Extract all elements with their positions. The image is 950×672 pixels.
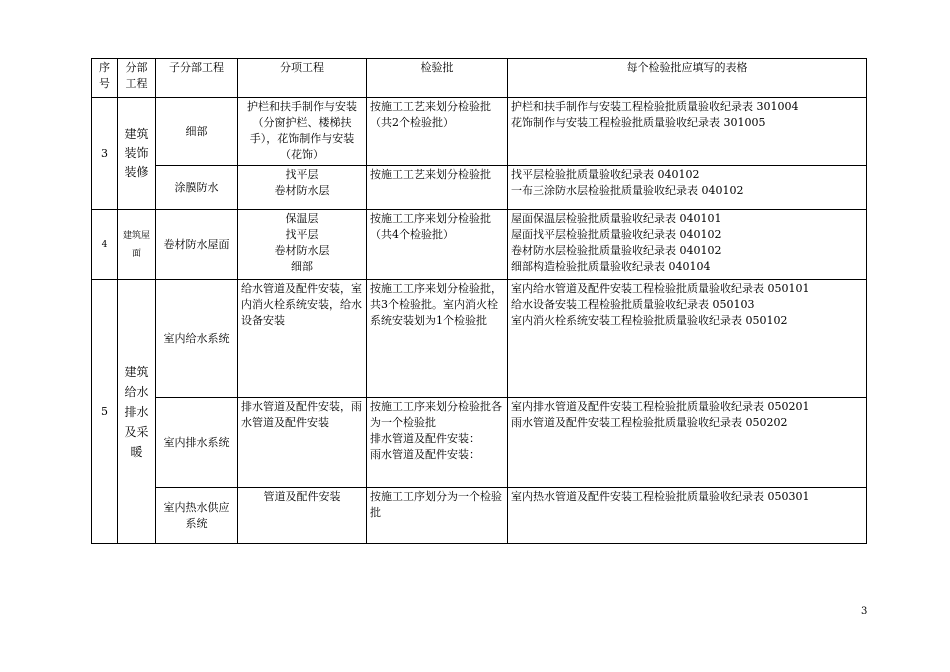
form-entry: 给水设备安装工程检验批质量验收纪录表 050103: [511, 298, 755, 311]
batch-entry: 排水管道及配件安装：: [370, 432, 480, 445]
header-row: [92, 59, 867, 98]
batch-cell: 按施工工艺来划分检验批（共2个检验批）: [367, 98, 508, 166]
batch-cell: 按施工工序来划分检验批（共4个检验批）: [367, 210, 508, 280]
subdivision-cell: 室内热水供应系统: [156, 488, 238, 544]
division-cell: 建筑装饰装修: [118, 98, 156, 210]
table-row: [92, 488, 867, 544]
subdivision-cell: 细部: [156, 98, 238, 166]
subdivision-cell: 室内排水系统: [156, 398, 238, 488]
item-entry: 找平层: [285, 168, 319, 181]
form-entry: 室内给水管道及配件安装工程检验批质量验收纪录表 050101: [511, 282, 810, 295]
item-entry: 卷材防水层: [274, 184, 330, 197]
form-entry: 花饰制作与安装工程检验批质量验收纪录表 301005: [511, 116, 766, 129]
item-entry: 细部: [291, 260, 313, 273]
item-entry: 保温层: [285, 212, 319, 225]
forms-cell: [508, 166, 867, 210]
items-cell: 管道及配件安装: [238, 488, 367, 544]
batch-cell: 按施工工序划分为一个检验批: [367, 488, 508, 544]
items-cell: [238, 166, 367, 210]
seq-cell: 4: [92, 210, 118, 280]
forms-cell: [508, 98, 867, 166]
forms-cell: [508, 210, 867, 280]
header-division-line: 工程: [125, 77, 148, 90]
forms-cell: [508, 488, 867, 544]
header-seq-line: 号: [99, 77, 110, 90]
header-forms: 每个检验批应填写的表格: [508, 59, 867, 98]
page-number: 3: [861, 606, 868, 617]
table-row: [92, 98, 867, 166]
header-subdivision: 子分部工程: [156, 59, 238, 98]
header-division-line: 分部: [125, 61, 148, 74]
seq-cell: 3: [92, 98, 118, 210]
batch-entry: 按施工工序来划分检验批各为一个检验批: [370, 400, 502, 429]
forms-cell: [508, 280, 867, 398]
subdivision-cell: 室内给水系统: [156, 280, 238, 398]
division-cell: 建筑给水排水及采暖: [118, 280, 156, 544]
subdivision-cell: 涂膜防水: [156, 166, 238, 210]
items-cell: [238, 210, 367, 280]
form-entry: 一布三涂防水层检验批质量验收纪录表 040102: [511, 184, 744, 197]
items-cell: 给水管道及配件安装，室内消火栓系统安装，给水设备安装: [238, 280, 367, 398]
header-seq-line: 序: [99, 61, 110, 74]
batch-cell: 按施工工艺来划分检验批: [367, 166, 508, 210]
form-entry: 细部构造检验批质量验收纪录表 040104: [511, 260, 711, 273]
table-row: [92, 166, 867, 210]
header-seq: [92, 59, 118, 98]
batch-cell: [367, 398, 508, 488]
inspection-table: [91, 58, 867, 544]
items-cell: 护栏和扶手制作与安装（分窗护栏、楼梯扶手），花饰制作与安装（花饰）: [238, 98, 367, 166]
form-entry: 屋面找平层检验批质量验收纪录表 040102: [511, 228, 722, 241]
form-entry: 屋面保温层检验批质量验收纪录表 040101: [511, 212, 722, 225]
form-entry: 雨水管道及配件安装工程检验批质量验收纪录表 050202: [511, 416, 788, 429]
header-items: 分项工程: [238, 59, 367, 98]
table-row: [92, 280, 867, 398]
item-entry: 找平层: [285, 228, 319, 241]
table-row: [92, 398, 867, 488]
form-entry: 室内排水管道及配件安装工程检验批质量验收纪录表 050201: [511, 400, 810, 413]
subdivision-cell: 卷材防水屋面: [156, 210, 238, 280]
seq-cell: 5: [92, 280, 118, 544]
forms-cell: [508, 398, 867, 488]
header-batch: 检验批: [367, 59, 508, 98]
table-row: [92, 210, 867, 280]
form-entry: 卷材防水层检验批质量验收纪录表 040102: [511, 244, 722, 257]
form-entry: 护栏和扶手制作与安装工程检验批质量验收纪录表 301004: [511, 100, 799, 113]
form-entry: 室内消火栓系统安装工程检验批质量验收纪录表 050102: [511, 314, 788, 327]
items-cell: 排水管道及配件安装，雨水管道及配件安装: [238, 398, 367, 488]
division-cell: 建筑屋面: [118, 210, 156, 280]
item-entry: 卷材防水层: [274, 244, 330, 257]
form-entry: 找平层检验批质量验收纪录表 040102: [511, 168, 700, 181]
batch-cell: 按施工工序来划分检验批，共3个检验批。室内消火栓系统安装划为1个检验批: [367, 280, 508, 398]
header-division: [118, 59, 156, 98]
batch-entry: 雨水管道及配件安装：: [370, 448, 480, 461]
form-entry: 室内热水管道及配件安装工程检验批质量验收纪录表 050301: [511, 490, 810, 503]
